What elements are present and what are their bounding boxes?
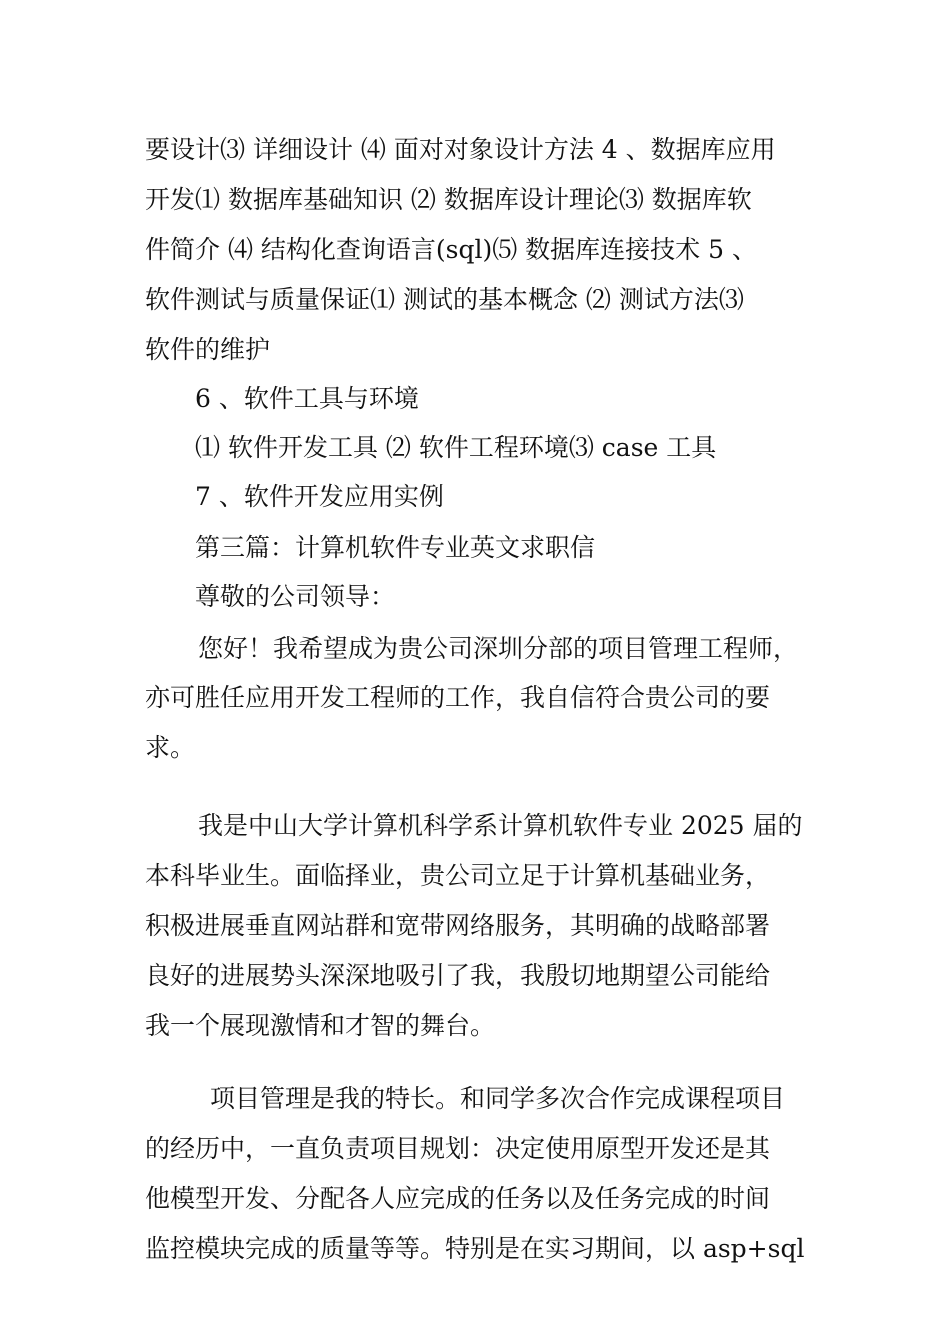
text-line: 开发⑴ 数据库基础知识 ⑵ 数据库设计理论⑶ 数据库软 (145, 185, 752, 214)
text-line: 他模型开发、分配各人应完成的任务以及任务完成的时间 (145, 1184, 771, 1213)
text-line: 积极进展垂直网站群和宽带网络服务，其明确的战略部署 (145, 911, 771, 940)
text-line: 项目管理是我的特长。和同学多次合作完成课程项目 (210, 1084, 786, 1113)
text-line: 件简介 ⑷ 结构化查询语言(sql)⑸ 数据库连接技术 5 、 (145, 235, 757, 264)
text-line: 亦可胜任应用开发工程师的工作，我自信符合贵公司的要 (145, 683, 771, 712)
salutation: 尊敬的公司领导： (195, 582, 396, 611)
text-line: 本科毕业生。面临择业，贵公司立足于计算机基础业务， (145, 861, 771, 890)
text-line: 我是中山大学计算机科学系计算机软件专业 2025 届的 (198, 811, 803, 840)
text-line: 您好！我希望成为贵公司深圳分部的项目管理工程师， (198, 634, 799, 663)
text-line: 我一个展现激情和才智的舞台。 (145, 1011, 496, 1040)
section-heading: 6 、软件工具与环境 (195, 384, 419, 413)
text-line: 软件测试与质量保证⑴ 测试的基本概念 ⑵ 测试方法⑶ (145, 285, 744, 314)
text-line: 良好的进展势头深深地吸引了我，我殷切地期望公司能给 (145, 961, 771, 990)
text-line: 软件的维护 (145, 335, 271, 364)
text-line: 求。 (145, 733, 196, 762)
text-line: 要设计⑶ 详细设计 ⑷ 面对对象设计方法 4 、数据库应用 (145, 135, 776, 164)
text-line: 的经历中，一直负责项目规划：决定使用原型开发还是其 (145, 1134, 771, 1163)
text-line: 监控模块完成的质量等等。特别是在实习期间，以 asp+sql (145, 1234, 805, 1263)
text-line: ⑴ 软件开发工具 ⑵ 软件工程环境⑶ case 工具 (195, 433, 717, 462)
chapter-title: 第三篇：计算机软件专业英文求职信 (195, 533, 596, 562)
section-heading: 7 、软件开发应用实例 (195, 482, 444, 511)
